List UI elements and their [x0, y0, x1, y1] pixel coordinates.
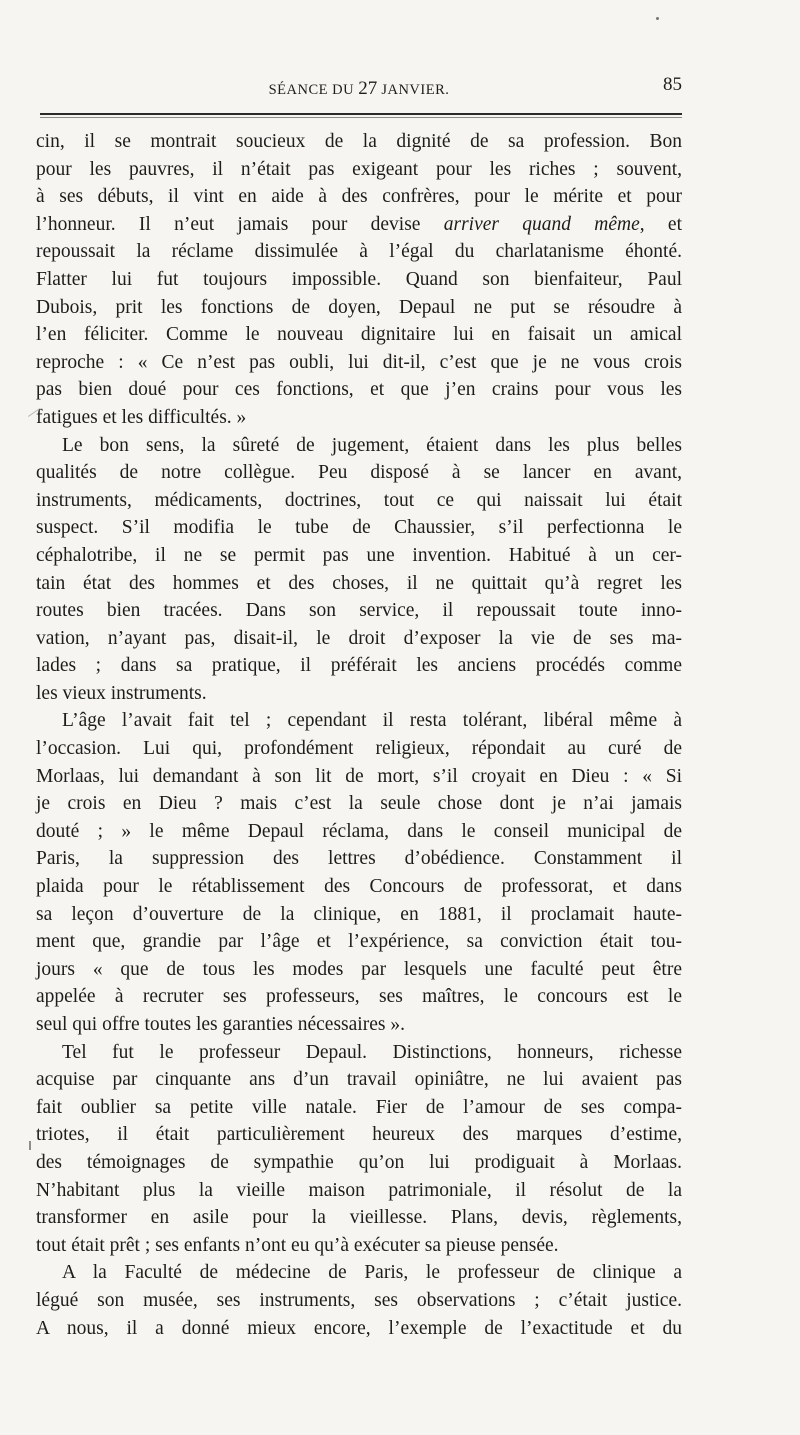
- text-line: lades ; dans sa pratique, il préférait les anciens procédés comme: [36, 655, 682, 677]
- text-line: reproche : « Ce n’est pas oubli, lui dit-il, c’est que je ne vous crois: [36, 351, 682, 373]
- text-line: A nous, il a donné mieux encore, l’exemple de l’exactitude et du: [36, 1317, 682, 1339]
- text-line: l’occasion. Lui qui, profondément religieux, répondait au curé de: [36, 738, 682, 760]
- text-line: vation, n’ayant pas, disait-il, le droit d’exposer la vie de ses ma-: [36, 627, 682, 649]
- text-line: tout était prêt ; ses enfants n’ont eu qu’à exécuter sa pieuse pensée.: [36, 1234, 559, 1256]
- text-span: l’honneur. Il n’eut jamais pour devise: [36, 213, 444, 235]
- text-line: Flatter lui fut toujours impossible. Quand son bienfaiteur, Paul: [36, 268, 682, 290]
- text-line: triotes, il était particulièrement heureux des marques d’estime,: [36, 1124, 682, 1146]
- print-mark: [29, 1141, 31, 1150]
- header-rule: [40, 113, 682, 115]
- text-span: , et: [639, 213, 682, 235]
- text-line: Dubois, prit les fonctions de doyen, Depaul ne put se résoudre à: [36, 296, 682, 318]
- text-line: routes bien tracées. Dans son service, il repoussait toute inno-: [36, 600, 682, 622]
- text-line: transformer en asile pour la vieillesse. Plans, devis, règlements,: [36, 1207, 682, 1229]
- text-line: des témoignages de sympathie qu’on lui prodiguait à Morlaas.: [36, 1151, 682, 1173]
- text-line: suspect. S’il modifia le tube de Chaussier, s’il perfectionna le: [36, 517, 682, 539]
- text-line: Morlaas, lui demandant à son lit de mort, s’il croyait en Dieu : « Si: [36, 765, 682, 787]
- running-title: [36, 78, 682, 100]
- text-line: Le bon sens, la sûreté de jugement, étaient dans les plus belles: [62, 434, 682, 456]
- text-line: appelée à recruter ses professeurs, ses maîtres, le concours est le: [36, 986, 682, 1008]
- text-line: sa leçon d’ouverture de la clinique, en 1881, il proclamait haute-: [36, 903, 682, 925]
- text-line: plaida pour le rétablissement des Concours de professorat, et dans: [36, 876, 682, 898]
- text-line: ment que, grandie par l’âge et l’expérience, sa conviction était tou-: [36, 931, 682, 953]
- running-title-prefix: SÉANCE DU: [268, 82, 359, 98]
- text-line: légué son musée, ses instruments, ses observations ; c’était justice.: [36, 1289, 682, 1311]
- text-line: pas bien doué pour ces fonctions, et que j’en crains pour vous les: [36, 379, 682, 401]
- book-page: [36, 0, 682, 1435]
- italic-phrase: arriver quand même: [443, 213, 640, 235]
- text-line: N’habitant plus la vieille maison patrimoniale, il résolut de la: [36, 1179, 682, 1201]
- text-line: tain état des hommes et des choses, il ne quittait qu’à regret les: [36, 572, 682, 594]
- text-line: céphalotribe, il ne se permit pas une invention. Habitué à un cer-: [36, 544, 682, 566]
- page-number: 85: [663, 74, 682, 95]
- text-line: fatigues et les difficultés. »: [36, 406, 247, 428]
- text-line: l’en féliciter. Comme le nouveau dignitaire lui en faisait un amical: [36, 324, 682, 346]
- text-line: Tel fut le professeur Depaul. Distinctions, honneurs, richesse: [62, 1041, 682, 1063]
- running-title-suffix: JANVIER.: [377, 82, 450, 98]
- text-line: [36, 211, 682, 239]
- text-line: instruments, médicaments, doctrines, tout ce qui naissait lui était: [36, 489, 682, 511]
- text-line: douté ; » le même Depaul réclama, dans le conseil municipal de: [36, 820, 682, 842]
- text-line: qualités de notre collègue. Peu disposé à se lancer en avant,: [36, 462, 682, 484]
- text-line: fait oublier sa petite ville natale. Fier de l’amour de ses compa-: [36, 1096, 682, 1118]
- text-line: A la Faculté de médecine de Paris, le professeur de clinique a: [62, 1262, 682, 1284]
- text-line: à ses débuts, il vint en aide à des confrères, pour le mérite et pour: [36, 186, 682, 208]
- text-line: repoussait la réclame dissimulée à l’égal du charlatanisme éhonté.: [36, 241, 682, 263]
- running-title-day: 27: [358, 78, 378, 99]
- running-head: [36, 74, 682, 100]
- text-line: acquise par cinquante ans d’un travail opiniâtre, ne lui avaient pas: [36, 1069, 682, 1091]
- text-line: L’âge l’avait fait tel ; cependant il resta tolérant, libéral même à: [62, 710, 682, 732]
- body-text: [36, 128, 682, 1342]
- text-line: Paris, la suppression des lettres d’obédience. Constamment il: [36, 848, 682, 870]
- text-line: jours « que de tous les modes par lesquels une faculté peut être: [36, 958, 682, 980]
- text-line: cin, il se montrait soucieux de la dignité de sa profession. Bon: [36, 131, 682, 152]
- text-line: les vieux instruments.: [36, 682, 207, 704]
- text-line: je crois en Dieu ? mais c’est la seule chose dont je n’ai jamais: [36, 793, 682, 815]
- text-line: seul qui offre toutes les garanties nécessaires ».: [36, 1014, 405, 1035]
- text-line: pour les pauvres, il n’était pas exigeant pour les riches ; souvent,: [36, 158, 682, 180]
